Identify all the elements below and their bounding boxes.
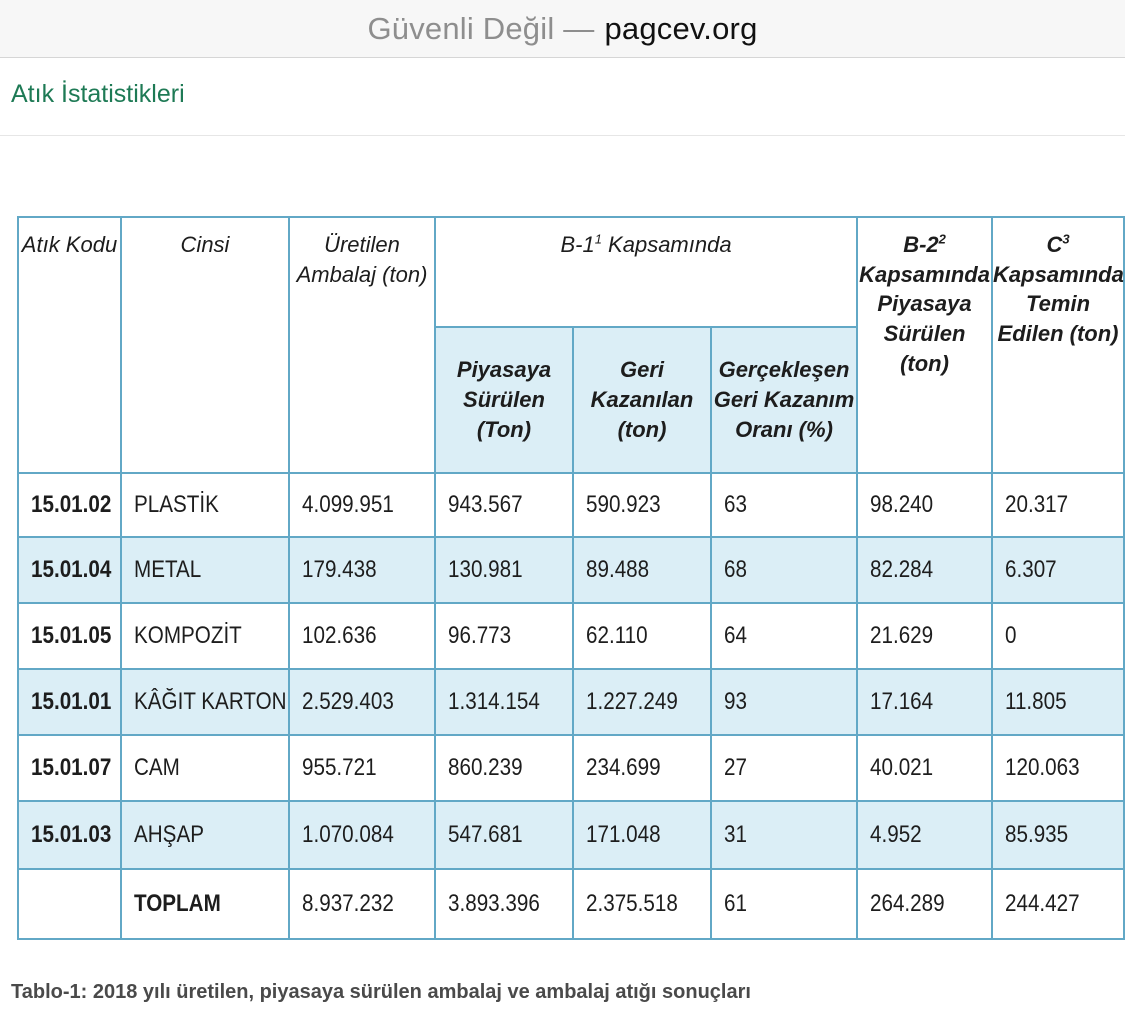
- cell-rate: 63: [724, 491, 747, 518]
- cell-b2: 21.629: [870, 622, 934, 649]
- cell-produced: 1.070.084: [302, 821, 394, 848]
- cell-b2: 264.289: [870, 890, 945, 917]
- cell-code: 15.01.05: [31, 622, 112, 649]
- cell-rate: 27: [724, 754, 747, 781]
- cell-c: 120.063: [1005, 754, 1080, 781]
- cell-rate: 61: [724, 890, 747, 917]
- security-status-label: Güvenli Değil —: [367, 10, 595, 46]
- header-c: $C^3$ Kapsamında Temin Edilen (ton): [992, 217, 1124, 473]
- table-row: [18, 735, 1124, 801]
- cell-total-label: TOPLAM: [134, 890, 221, 917]
- cell-type: CAM: [134, 754, 180, 781]
- divider: [0, 135, 1125, 136]
- cell-b2: 82.284: [870, 556, 934, 583]
- domain-label: pagcev.org: [604, 10, 758, 46]
- cell-code: 15.01.04: [31, 556, 112, 583]
- address-bar[interactable]: [0, 0, 1125, 58]
- cell-recovered: 234.699: [586, 754, 661, 781]
- cell-b2: 4.952: [870, 821, 922, 848]
- cell-produced: 4.099.951: [302, 491, 394, 518]
- cell-produced: 2.529.403: [302, 688, 394, 715]
- table-row: [18, 473, 1124, 537]
- header-b1-market: Piyasaya Sürülen (Ton): [435, 327, 573, 473]
- cell-type: AHŞAP: [134, 821, 204, 848]
- header-row-1: [18, 217, 1124, 327]
- cell-rate: 64: [724, 622, 747, 649]
- cell-recovered: 590.923: [586, 491, 661, 518]
- cell-c: 6.307: [1005, 556, 1057, 583]
- cell-produced: 179.438: [302, 556, 377, 583]
- cell-c: 244.427: [1005, 890, 1080, 917]
- cell-recovered: 1.227.249: [586, 688, 678, 715]
- cell-type: KÂĞIT KARTON: [134, 688, 287, 715]
- cell-c: 20.317: [1005, 491, 1069, 518]
- cell-type: KOMPOZİT: [134, 622, 242, 649]
- statistics-table: [17, 216, 1125, 940]
- header-b1-rate: Gerçekleşen Geri Kazanım Oranı (%): [711, 327, 857, 473]
- cell-market: 547.681: [448, 821, 523, 848]
- cell-recovered: 89.488: [586, 556, 650, 583]
- cell-market: 1.314.154: [448, 688, 540, 715]
- cell-rate: 31: [724, 821, 747, 848]
- cell-code: 15.01.03: [31, 821, 112, 848]
- cell-rate: 68: [724, 556, 747, 583]
- cell-empty: [18, 869, 121, 939]
- header-b1-group: $B-1^1$ Kapsamında: [435, 217, 857, 327]
- cell-c: 0: [1005, 622, 1017, 649]
- cell-rate: 93: [724, 688, 747, 715]
- cell-market: 943.567: [448, 491, 523, 518]
- cell-c: 11.805: [1005, 688, 1067, 715]
- cell-market: 96.773: [448, 622, 512, 649]
- table-caption: Tablo-1: 2018 yılı üretilen, piyasaya sürülen ambalaj ve ambalaj atığı sonuçları: [11, 981, 751, 1003]
- cell-b2: 40.021: [870, 754, 934, 781]
- cell-code: 15.01.01: [31, 688, 112, 715]
- page-title: Atık İstatistikleri: [11, 80, 185, 108]
- cell-type: PLASTİK: [134, 491, 219, 518]
- cell-market: 3.893.396: [448, 890, 540, 917]
- cell-type: METAL: [134, 556, 202, 583]
- cell-c: 85.935: [1005, 821, 1069, 848]
- table-row: [18, 801, 1124, 869]
- header-b2: $B-2^2$ Kapsamında Piyasaya Sürülen (ton): [857, 217, 992, 473]
- cell-produced: 102.636: [302, 622, 377, 649]
- header-produced: Üretilen Ambalaj (ton): [289, 217, 435, 473]
- cell-code: 15.01.02: [31, 491, 112, 518]
- header-b1-recovered: Geri Kazanılan (ton): [573, 327, 711, 473]
- cell-b2: 17.164: [870, 688, 934, 715]
- cell-market: 130.981: [448, 556, 523, 583]
- table-row: [18, 669, 1124, 735]
- cell-recovered: 2.375.518: [586, 890, 678, 917]
- total-row: [18, 869, 1124, 939]
- table-row: [18, 537, 1124, 603]
- header-type: Cinsi: [121, 217, 289, 473]
- cell-market: 860.239: [448, 754, 523, 781]
- cell-b2: 98.240: [870, 491, 934, 518]
- header-waste-code: Atık Kodu: [18, 217, 121, 473]
- table-row: [18, 603, 1124, 669]
- cell-recovered: 171.048: [586, 821, 661, 848]
- cell-recovered: 62.110: [586, 622, 648, 649]
- cell-code: 15.01.07: [31, 754, 112, 781]
- cell-produced: 955.721: [302, 754, 377, 781]
- cell-produced: 8.937.232: [302, 890, 394, 917]
